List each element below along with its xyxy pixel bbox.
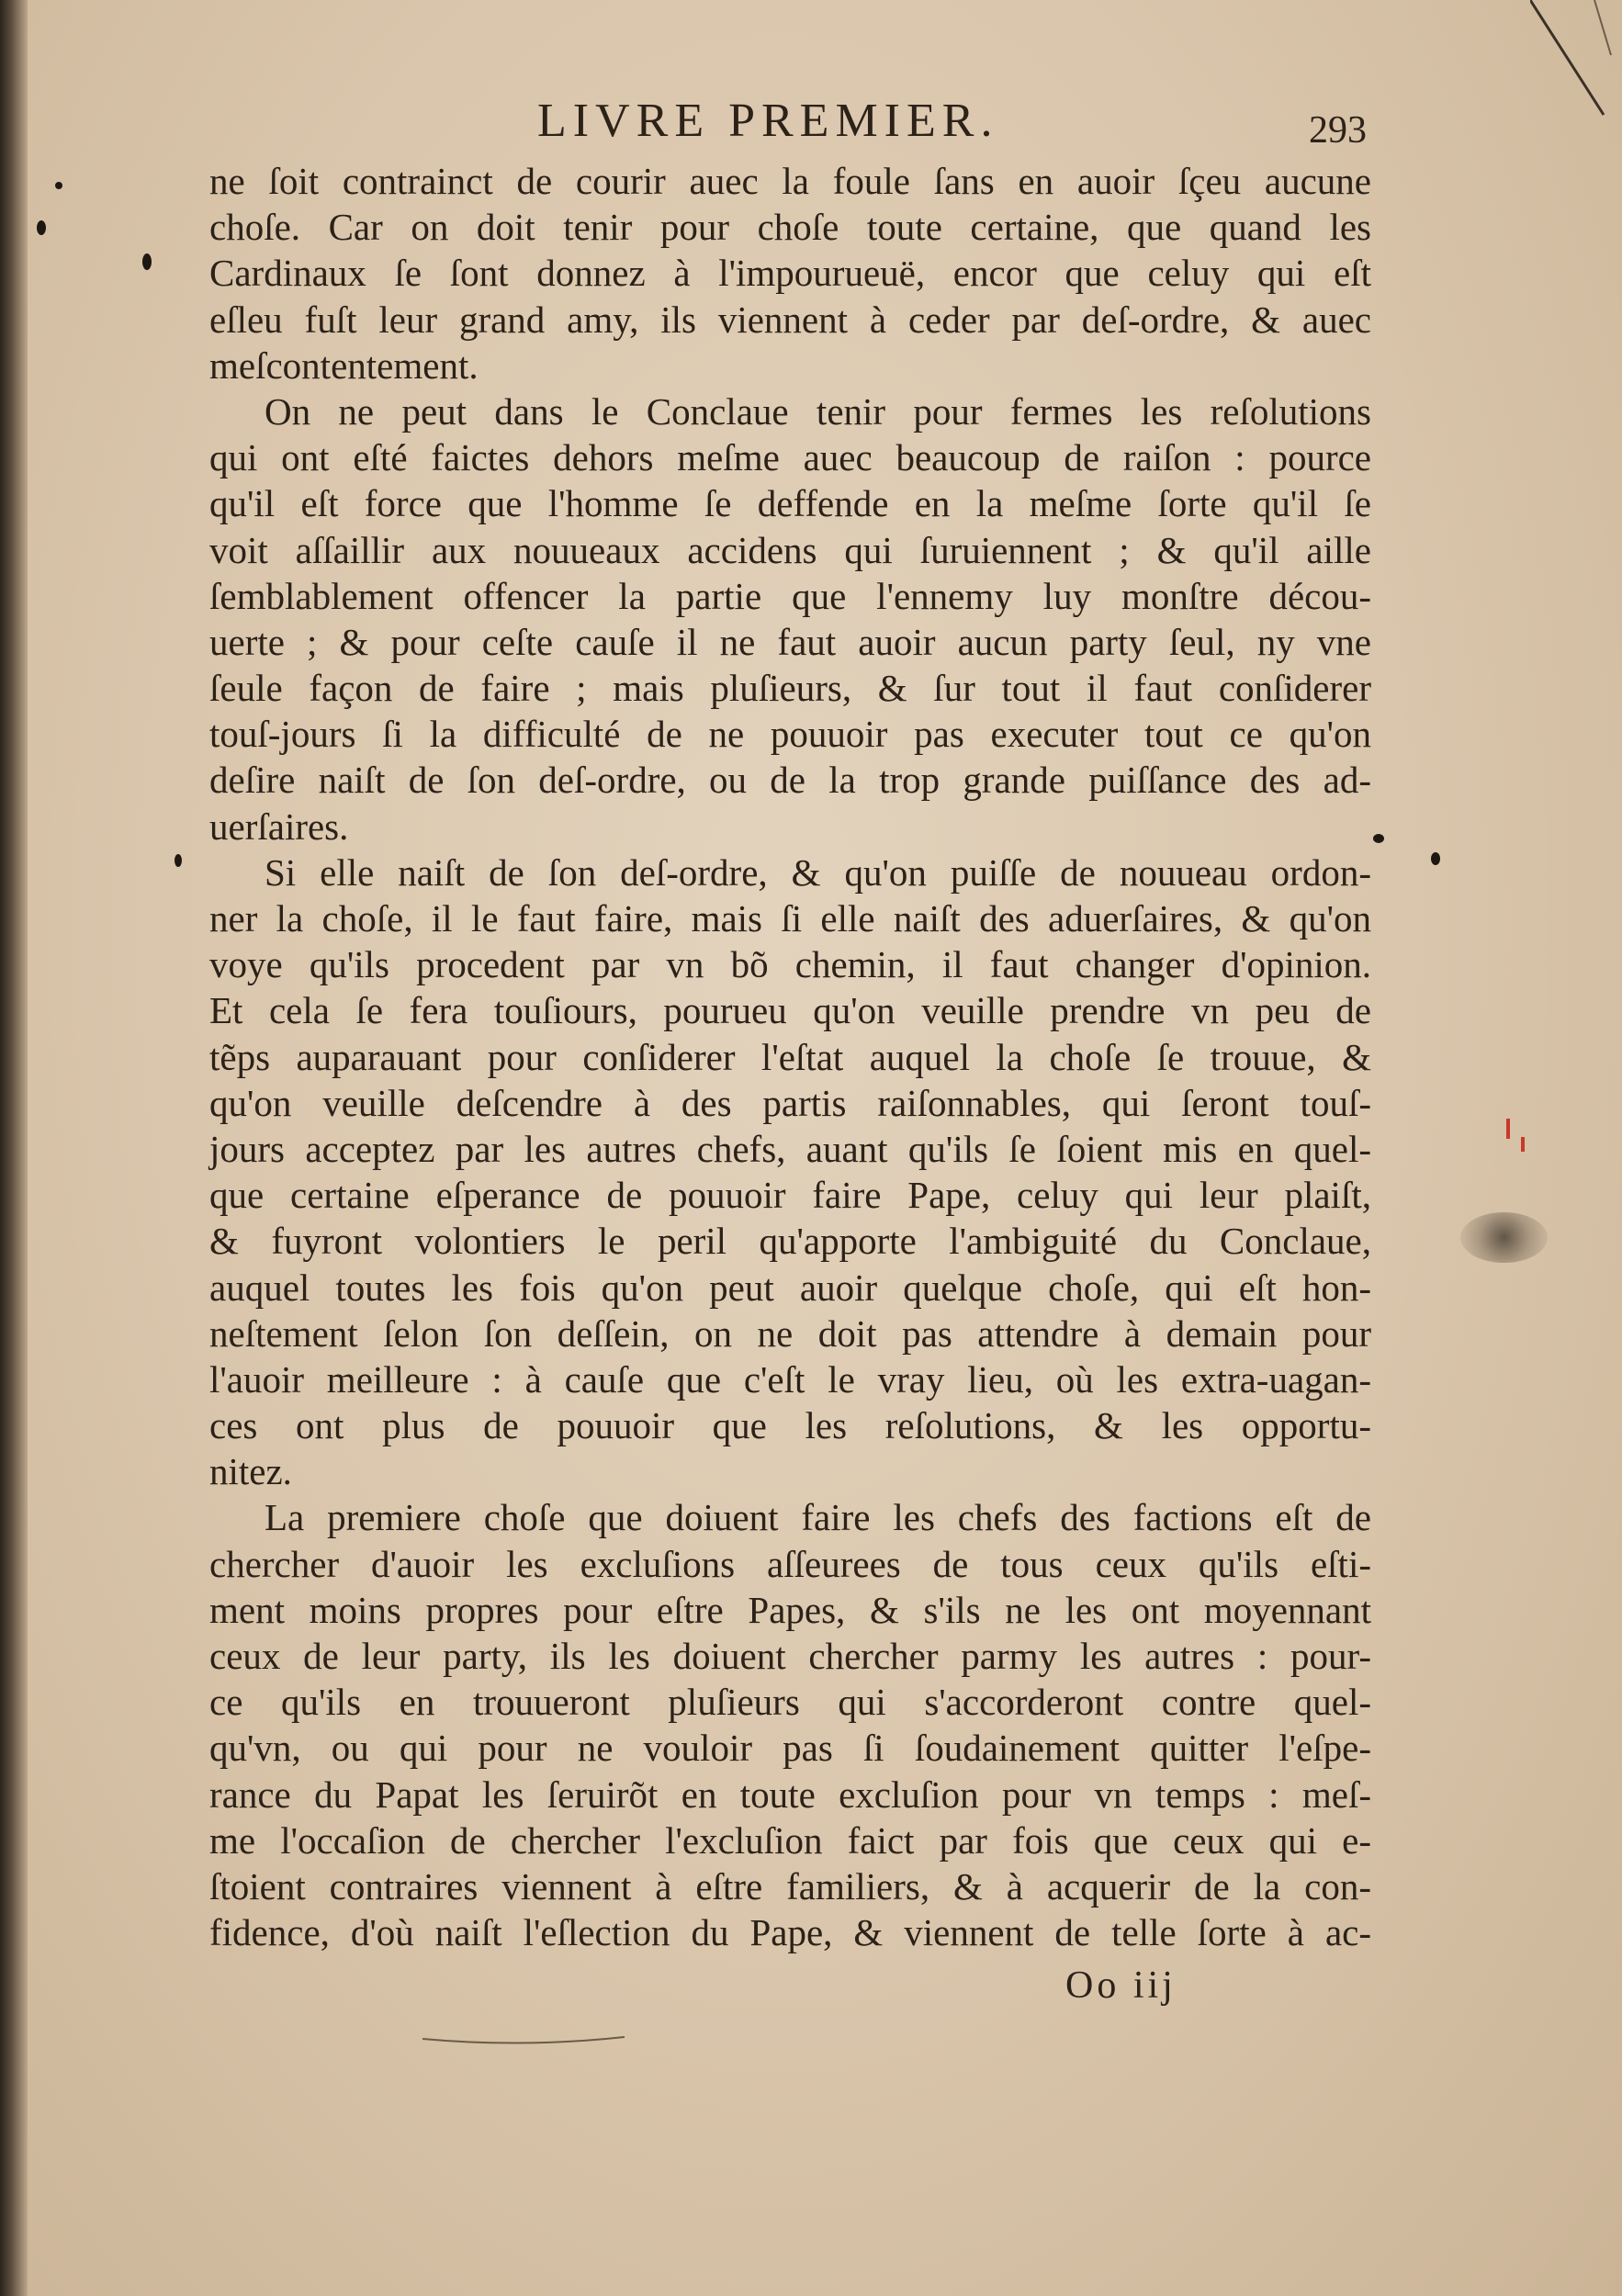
text-line: rance du Papat les ſeruirõt en toute excluſion pour vn temps : meſ- [209, 1773, 1371, 1816]
text-line: Cardinaux ſe ſont donnez à l'impourueuë, encor que celuy qui eſt [209, 252, 1371, 295]
text-line: ner la choſe, il le faut faire, mais ſi elle naiſt des aduerſaires, & qu'on [209, 897, 1371, 940]
text-line: & fuyront volontiers le peril qu'apporte l'ambiguité du Conclaue, [209, 1220, 1371, 1263]
text-line: qu'on veuille deſcendre à des partis raiſonnables, qui ſeront touſ- [209, 1081, 1371, 1124]
red-ink-mark [1506, 1119, 1510, 1139]
text-line: voit aſſaillir aux nouueaux accidens qui ſuruiennent ; & qu'il aille [209, 528, 1371, 571]
text-line: qui ont eſté faictes dehors meſme auec beaucoup de raiſon : pource [209, 436, 1371, 479]
page-number: 293 [1309, 109, 1367, 152]
text-line: qu'il eſt force que l'homme ſe deffende en la meſme ſorte qu'il ſe [209, 482, 1371, 525]
text-line: tẽps auparauant pour conſiderer l'eſtat auquel la choſe ſe trouue, & [209, 1035, 1371, 1078]
margin-ink-dot [1431, 852, 1440, 865]
ink-flourish [422, 2030, 625, 2048]
binding-gutter [0, 0, 28, 2296]
red-ink-mark [1521, 1137, 1525, 1152]
text-line: ſtoient contraires viennent à eſtre familiers, & à acquerir de la con- [209, 1864, 1371, 1908]
text-line: fidence, d'où naiſt l'eſlection du Pape, & viennent de telle ſorte à ac- [209, 1911, 1371, 1954]
body-text [209, 158, 1371, 1955]
signature-mark: Oo iij [1065, 1964, 1177, 2007]
text-line: Et cela ſe fera touſiours, pourueu qu'on veuille prendre vn peu de [209, 989, 1371, 1032]
margin-ink-dot [175, 854, 182, 867]
text-line: ce qu'ils en trouueront pluſieurs qui s'accorderont contre quel- [209, 1681, 1371, 1724]
text-line: ſeule façon de faire ; mais pluſieurs, & ſur tout il faut conſiderer [209, 667, 1371, 710]
text-line: ne ſoit contrainct de courir auec la foule ſans en auoir ſçeu aucune [209, 160, 1371, 202]
text-line: nitez. [209, 1450, 292, 1493]
running-title: LIVRE PREMIER. [537, 95, 999, 147]
text-line: touſ-jours ſi la difficulté de ne pouuoir pas executer tout ce qu'on [209, 713, 1371, 756]
text-line: jours acceptez par les autres chefs, auant qu'ils ſe ſoient mis en quel- [209, 1127, 1371, 1170]
margin-ink-dot [142, 253, 152, 270]
ink-stain [1460, 1212, 1548, 1263]
text-line: auquel toutes les fois qu'on peut auoir quelque choſe, qui eſt hon- [209, 1266, 1371, 1309]
text-line: l'auoir meilleure : à cauſe que c'eſt le vray lieu, où les extra-uagan- [209, 1357, 1371, 1401]
text-line: ſemblablement offencer la partie que l'ennemy luy monſtre décou- [209, 574, 1371, 617]
text-line: que certaine eſperance de pouuoir faire Pape, celuy qui leur plaiſt, [209, 1174, 1371, 1217]
text-line: ceux de leur party, ils les doiuent chercher parmy les autres : pour- [209, 1635, 1371, 1677]
text-line: qu'vn, ou qui pour ne vouloir pas ſi ſoudainement quitter l'eſpe- [209, 1727, 1371, 1770]
text-line: uerſaires. [209, 805, 349, 848]
text-line: La premiere choſe que doiuent faire les chefs des factions eſt de [265, 1496, 1371, 1539]
text-line: voye qu'ils procedent par vn bõ chemin, il faut changer d'opinion. [209, 943, 1371, 986]
text-line: chercher d'auoir les excluſions aſſeurees de tous ceux qu'ils eſti- [209, 1542, 1371, 1585]
page-header [0, 84, 1622, 158]
text-line: uerte ; & pour ceſte cauſe il ne faut auoir aucun party ſeul, ny vne [209, 620, 1371, 663]
margin-ink-dot [55, 182, 62, 189]
text-line: ment moins propres pour eſtre Papes, & s'ils ne les ont moyennant [209, 1588, 1371, 1631]
text-line: On ne peut dans le Conclaue tenir pour fermes les reſolutions [265, 389, 1371, 433]
text-line: deſire naiſt de ſon deſ-ordre, ou de la trop grande puiſſance des ad- [209, 759, 1371, 802]
margin-ink-dot [1373, 834, 1384, 843]
text-line: choſe. Car on doit tenir pour choſe toute certaine, que quand les [209, 206, 1371, 249]
text-line: eſleu fuſt leur grand amy, ils viennent à ceder par deſ-ordre, & auec [209, 298, 1371, 341]
text-line: me l'occaſion de chercher l'excluſion faict par fois que ceux qui e- [209, 1818, 1371, 1862]
margin-ink-dot [37, 220, 46, 235]
text-line: meſcontentement. [209, 343, 479, 387]
text-line: ces ont plus de pouuoir que les reſolutions, & les opportu- [209, 1404, 1371, 1447]
text-line: Si elle naiſt de ſon deſ-ordre, & qu'on puiſſe de nouueau ordon- [265, 850, 1371, 894]
text-line: neſtement ſelon ſon deſſein, on ne doit pas attendre à demain pour [209, 1311, 1371, 1355]
